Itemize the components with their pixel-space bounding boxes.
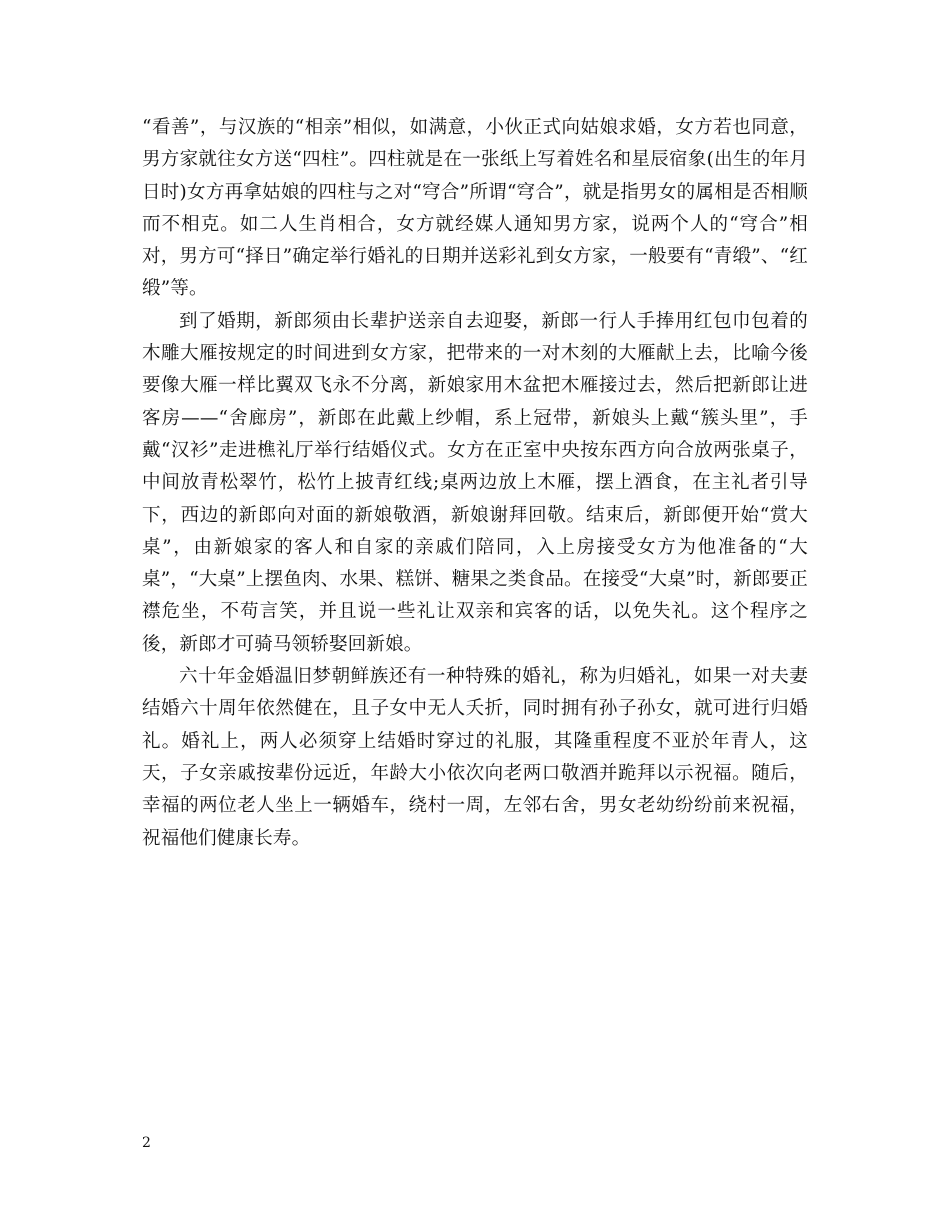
paragraph-2: 到了婚期，新郎须由长辈护送亲自去迎娶，新郎一行人手捧用红包巾包着的木雕大雁按规定的时间进到女方家，把带来的一对木刻的大雁献上去，比喻今後要像大雁一样比翼双飞永不分离，新娘家用木盆把木雁接过去，然后把新郎让进客房——“舍廊房”，新郎在此戴上纱帽，系上冠带，新娘头上戴“簇头里”，手戴“汉衫”走进樵礼厅举行结婚仪式。女方在正室中央按东西方向合放两张桌子，中间放青松翠竹，松竹上披青红线;桌两边放上木雁，摆上酒食，在主礼者引导下，西边的新郎向对面的新娘敬酒，新娘谢拜回敬。结束后，新郎便开始“赏大桌”，由新娘家的客人和自家的亲戚们陪同，入上房接受女方为他准备的“大桌”，“大桌”上摆鱼肉、水果、糕饼、糖果之类食品。在接受“大桌”时，新郎要正襟危坐，不苟言笑，并且说一些礼让双亲和宾客的话，以免失礼。这个程序之後，新郎才可骑马领轿娶回新娘。	[142, 310, 808, 655]
body-text	[142, 112, 808, 855]
paragraph-3: 六十年金婚温旧梦朝鲜族还有一种特殊的婚礼，称为归婚礼，如果一对夫妻结婚六十周年依然健在，且子女中无人夭折，同时拥有孙子孙女，就可进行归婚礼。婚礼上，两人必须穿上结婚时穿过的礼服，其隆重程度不亚於年青人，这天，子女亲戚按辈份远近，年龄大小依次向老两口敬酒并跪拜以示祝福。随后，幸福的两位老人坐上一辆婚车，绕村一周，左邻右舍，男女老幼纷纷前来祝福，祝福他们健康长寿。	[142, 666, 808, 849]
paragraph-1: “看善”，与汉族的“相亲”相似，如满意，小伙正式向姑娘求婚，女方若也同意，男方家就往女方送“四柱”。四柱就是在一张纸上写着姓名和星辰宿象(出生的年月日时)女方再拿姑娘的四柱与之对“穹合”所谓“穹合”，就是指男女的属相是否相顺而不相克。如二人生肖相合，女方就经媒人通知男方家，说两个人的“穹合”相对，男方可“择日”确定举行婚礼的日期并送彩礼到女方家，一般要有“青缎”、“红缎”等。	[142, 117, 808, 300]
page-number: 2	[142, 1135, 151, 1151]
